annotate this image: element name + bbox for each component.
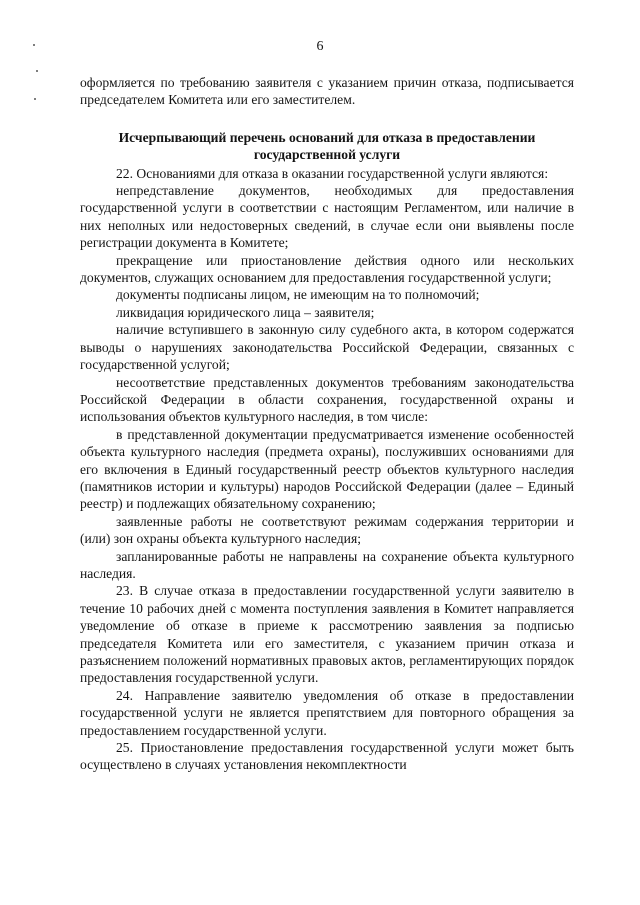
list-item: прекращение или приостановление действия одного или нескольких документов, служащих основанием для предоставления государственной услуги; [80,252,574,286]
paragraph-continuation: оформляется по требованию заявителя с указанием причин отказа, подписывается председателем Комитета или его заместителем. [80,75,574,108]
sub-list-item: заявленные работы не соответствуют режимам содержания территории и (или) зон охраны объекта культурного наследия; [80,513,574,547]
list-item: непредставление документов, необходимых для предоставления государственной услуги в соответствии с настоящим Регламентом, или наличие в них неполных или недостоверных сведений, в случае если они выявлены после регистрации документа в Комитете; [80,183,574,251]
sub-list-item: в представленной документации предусматривается изменение особенностей объекта культурного наследия (предмета охраны), послуживших основаниями для его включения в Единый государственный реестр объектов культурного наследия (памятников истории и культуры) народов Российской Федерации (далее – Единый реестр) и подлежащих обязательному сохранению; [80,426,574,512]
document-body [80,74,574,774]
list-item: несоответствие представленных документов требованиям законодательства Российской Федерации в области сохранения, государственной охраны и использования объектов культурного наследия, в том числе: [80,374,574,425]
section-heading: Исчерпывающий перечень оснований для отказа в предоставлении государственной услуги [118,129,536,163]
scan-speck [36,70,38,72]
sub-list-item: запланированные работы не направлены на сохранение объекта культурного наследия. [80,548,574,581]
clause-24: 24. Направление заявителю уведомления об отказе в предоставлении государственной услуги не является препятствием для повторного обращения за предоставлением государственной услуги. [80,687,574,738]
scan-speck [34,98,36,100]
page-number: 6 [316,39,324,54]
list-item: наличие вступившего в законную силу судебного акта, в котором содержатся выводы о нарушениях законодательства Российской Федерации, связанных с государственной услугой; [80,322,574,373]
clause-23: 23. В случае отказа в предоставлении государственной услуги заявителю в течение 10 рабочих дней с момента поступления заявления в Комитет направляется уведомление об отказе в приеме к рассмотрению заявления за подписью председателя Комитета или его заместителя, с указанием причин отказа и разъяснением положений нормативных правовых актов, регламентирующих порядок предоставления государственной услуги. [80,583,574,686]
list-item: ликвидация юридического лица – заявителя; [116,304,375,320]
list-item: документы подписаны лицом, не имеющим на то полномочий; [116,287,480,303]
clause-22: 22. Основаниями для отказа в оказании государственной услуги являются: [116,165,549,181]
clause-25: 25. Приостановление предоставления государственной услуги может быть осуществлено в случаях установления некомплектности [80,740,574,773]
